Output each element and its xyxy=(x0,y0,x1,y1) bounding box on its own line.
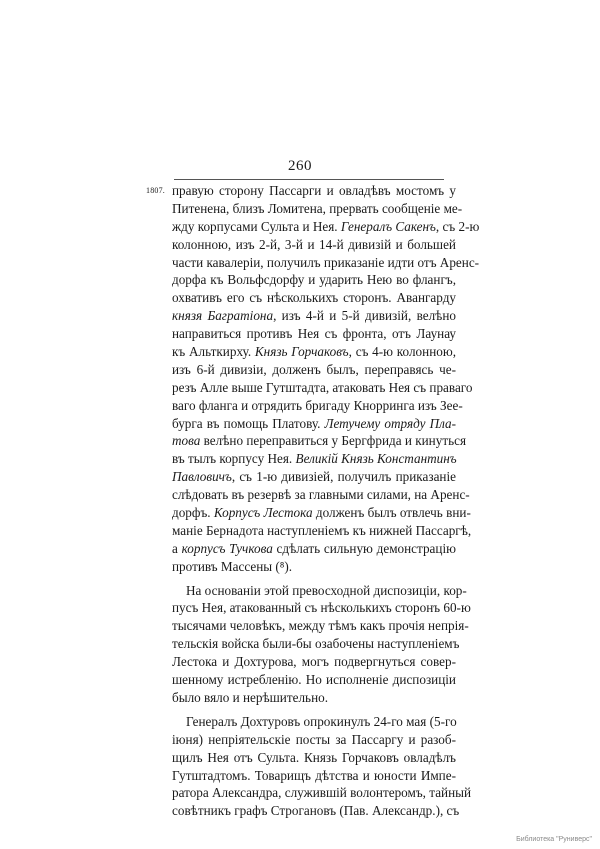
page-number: 260 xyxy=(288,158,312,174)
text-line xyxy=(172,802,460,820)
italic-name: Летучему отряду Пла- xyxy=(324,415,456,431)
italic-name: князя Багратіона xyxy=(172,308,274,324)
text-run: тельскія войска были-бы озабочены наступленіемъ xyxy=(172,636,460,652)
text-line xyxy=(172,415,456,433)
text-run: іюня) непріятельскіе посты за Пассаргу и разоб- xyxy=(172,731,456,747)
text-run: направиться противъ Нея съ фронта, отъ Лаунау xyxy=(172,326,456,342)
text-line xyxy=(172,540,456,558)
text-run: противъ Массены (⁸). xyxy=(172,558,293,574)
text-line xyxy=(172,254,480,272)
text-line xyxy=(172,200,463,218)
text-run: Гутштадтомъ. Товарищъ дѣтства и юности Импе- xyxy=(172,767,456,783)
text-line xyxy=(172,307,456,325)
text-line xyxy=(172,397,463,415)
text-run: ваго фланга и отрядить бригаду Кнорринга изъ Зее- xyxy=(172,397,463,413)
text-line xyxy=(172,582,467,600)
header-rule xyxy=(174,179,444,180)
text-run: , съ 1-ю дивизіей, получилъ приказаніе xyxy=(231,469,456,485)
text-run: совѣтникъ графъ Строгановъ (Пав. Александр.), съ xyxy=(172,803,460,819)
text-line xyxy=(172,182,456,200)
body-text xyxy=(172,182,480,820)
text-line xyxy=(172,450,456,468)
text-line xyxy=(172,468,456,486)
text-run: колонною, изъ 2-й, 3-й и 14-й дивизій и большей xyxy=(172,236,456,252)
text-line xyxy=(172,767,456,785)
text-run: тысячами человѣкъ, между тѣмъ какъ прочія непрія- xyxy=(172,618,469,634)
italic-name: Князь Горчаковъ xyxy=(254,344,349,360)
italic-name: Корпусъ Лестока xyxy=(213,505,313,521)
italic-name: Генералъ Сакенъ xyxy=(340,218,436,234)
text-run: На основаніи этой превосходной диспозиціи, кор- xyxy=(186,582,467,598)
italic-name: корпусъ Тучкова xyxy=(181,540,273,556)
text-line xyxy=(172,558,456,576)
italic-name: Павловичъ xyxy=(172,469,232,485)
text-run: ратора Александра, служившій волонтеромъ, тайный xyxy=(172,785,472,801)
text-run: шенному истребленію. Но исполненіе диспозиціи xyxy=(172,672,456,688)
italic-name: Великій Князь Константинъ xyxy=(295,451,457,467)
text-line xyxy=(172,522,472,540)
text-line xyxy=(172,361,456,379)
text-run: Питенена, близъ Ломитена, прервать сообщеніе ме- xyxy=(172,200,463,216)
text-line xyxy=(172,325,456,343)
text-run: , съ 2-ю xyxy=(435,218,480,234)
text-line xyxy=(172,236,456,254)
text-run: резъ Алле выше Гутштадта, атаковать Нея съ праваго xyxy=(172,379,473,395)
library-watermark: Библиотека "Руниверс" xyxy=(516,836,592,843)
text-run: жду корпусами Сульта и Нея. xyxy=(172,218,341,234)
text-run: бурга въ помощь Платову. xyxy=(172,415,325,431)
text-line xyxy=(172,379,473,397)
text-run: части кавалеріи, получилъ приказаніе идти отъ Аренс- xyxy=(172,254,480,270)
text-run: Генералъ Дохтуровъ опрокинулъ 24-го мая (5-го xyxy=(186,713,457,729)
text-run: маніе Бернадота наступленіемъ къ нижней Пассаргѣ, xyxy=(172,522,472,538)
text-line xyxy=(172,713,456,731)
text-line xyxy=(172,432,467,450)
text-run: , съ 4-ю колонною, xyxy=(348,344,456,360)
text-run: Лестока и Дохтурова, могъ подвергнуться совер- xyxy=(172,654,456,670)
text-run: пусъ Нея, атакованный съ нѣсколькихъ сторонъ 60-ю xyxy=(172,600,471,616)
text-line xyxy=(172,689,456,707)
text-run: къ Альткирху. xyxy=(172,344,255,360)
text-run: охвативъ его съ нѣсколькихъ сторонъ. Авангарду xyxy=(172,290,456,306)
text-line xyxy=(172,599,471,617)
text-line xyxy=(172,343,456,361)
text-line xyxy=(172,271,456,289)
text-line xyxy=(172,653,456,671)
text-run: велѣно переправиться у Бергфрида и кинуться xyxy=(200,433,467,449)
text-line xyxy=(172,504,471,522)
text-run: было вяло и нерѣшительно. xyxy=(172,689,329,705)
text-line xyxy=(172,486,470,504)
text-line xyxy=(172,784,472,802)
text-run: слѣдовать въ резервѣ за главными силами, на Аренс- xyxy=(172,487,470,503)
text-line xyxy=(172,749,456,767)
text-line xyxy=(172,635,460,653)
text-line xyxy=(172,218,480,236)
text-line xyxy=(172,289,456,307)
text-run: дорфъ. xyxy=(172,505,214,521)
margin-year-note: 1807. xyxy=(146,186,165,195)
text-run: въ тылъ корпусу Нея. xyxy=(172,451,296,467)
text-run: правую сторону Пассарги и овладѣвъ мостомъ у xyxy=(172,183,456,198)
text-line xyxy=(172,731,456,749)
text-run: щилъ Нея отъ Сульта. Князь Горчаковъ овладѣлъ xyxy=(172,749,456,765)
text-run: сдѣлать сильную демонстрацію xyxy=(272,540,456,556)
text-run: изъ 6-й дивизіи, долженъ былъ, переправясь че- xyxy=(172,361,456,377)
text-run: дорфа къ Вольфсдорфу и ударить Нею во флангъ, xyxy=(172,272,456,288)
italic-name: това xyxy=(172,433,201,449)
text-run: долженъ былъ отвлечь вни- xyxy=(312,505,471,521)
text-run: , изъ 4-й и 5-й дивизій, велѣно xyxy=(273,308,456,324)
text-line xyxy=(172,671,456,689)
text-run: а xyxy=(172,540,182,556)
text-line xyxy=(172,617,469,635)
